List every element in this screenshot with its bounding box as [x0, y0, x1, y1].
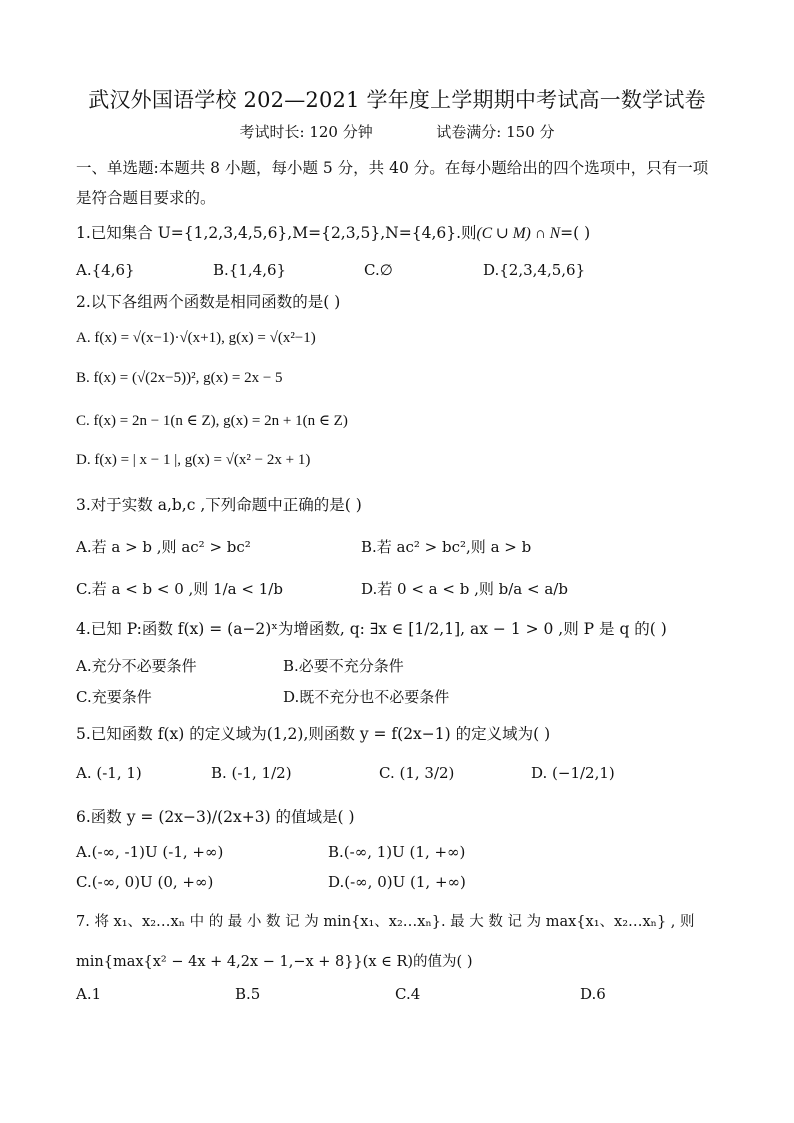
question-3-stem: 3.对于实数 a,b,c ,下列命题中正确的是( )	[76, 496, 362, 514]
section-intro-line1: 一、单选题:本题共 8 小题，每小题 5 分，共 40 分。在每小题给出的四个选项中，只有一项	[76, 159, 709, 177]
q6-option-d: D.(-∞, 0)U (1, +∞)	[328, 873, 466, 891]
q3-option-d: D.若 0 < a < b ,则 b/a < a/b	[361, 580, 568, 598]
q7-option-c: C.4	[395, 985, 421, 1003]
question-2-stem: 2.以下各组两个函数是相同函数的是( )	[76, 293, 341, 311]
question-7-stem-line1: 7. 将 x₁、x₂…xₙ 中 的 最 小 数 记 为 min{x₁、x₂…xₙ}. 最 大 数 记 为 max{x₁、x₂…xₙ} , 则	[76, 914, 695, 930]
question-1-math: (C ∪ M) ∩ N	[476, 225, 561, 242]
q7-option-a: A.1	[76, 985, 102, 1003]
q6-option-a: A.(-∞, -1)U (-1, +∞)	[76, 843, 224, 861]
q1-option-d: D.{2,3,4,5,6}	[483, 261, 586, 279]
q4-option-a: A.充分不必要条件	[76, 657, 197, 675]
q2-option-b: B. f(x) = (√(2x−5))², g(x) = 2x − 5	[76, 370, 283, 386]
q3-option-b: B.若 ac² > bc²,则 a > b	[361, 538, 532, 556]
question-4-stem: 4.已知 P:函数 f(x) = (a−2)ˣ为增函数, q: ∃x ∈ [1/2,1], ax − 1 > 0 ,则 P 是 q 的( )	[76, 620, 667, 638]
question-1-stem: 1.已知集合 U={1,2,3,4,5,6},M={2,3,5},N={4,6}.则(C ∪ M) ∩ N=( )	[76, 224, 591, 242]
exam-info	[0, 121, 794, 142]
q4-option-d: D.既不充分也不必要条件	[283, 688, 450, 706]
q7-option-d: D.6	[580, 985, 606, 1003]
q1-option-b: B.{1,4,6}	[213, 261, 287, 279]
q2-option-a: A. f(x) = √(x−1)·√(x+1), g(x) = √(x²−1)	[76, 330, 316, 346]
score-label: 试卷满分:	[436, 123, 502, 141]
q6-option-c: C.(-∞, 0)U (0, +∞)	[76, 873, 214, 891]
duration-label: 考试时长:	[239, 123, 305, 141]
q1-option-a: A.{4,6}	[76, 261, 135, 279]
q6-option-b: B.(-∞, 1)U (1, +∞)	[328, 843, 466, 861]
question-6-stem: 6.函数 y = (2x−3)/(2x+3) 的值域是( )	[76, 808, 355, 826]
q5-option-a: A. (-1, 1)	[76, 764, 142, 782]
q1-option-c: C.∅	[364, 261, 393, 279]
q7-option-b: B.5	[235, 985, 261, 1003]
exam-title: 武汉外国语学校 202—2021 学年度上学期期中考试高一数学试卷	[88, 88, 706, 112]
q2-option-d: D. f(x) = | x − 1 |, g(x) = √(x² − 2x + 1)	[76, 452, 311, 468]
score-value: 150 分	[506, 123, 555, 141]
q5-option-c: C. (1, 3/2)	[379, 764, 455, 782]
question-7-stem-line2: min{max{x² − 4x + 4,2x − 1,−x + 8}}(x ∈ R)的值为( )	[76, 954, 473, 970]
q5-option-d: D. (−1/2,1)	[531, 764, 615, 782]
q4-option-c: C.充要条件	[76, 688, 152, 706]
question-5-stem: 5.已知函数 f(x) 的定义域为(1,2),则函数 y = f(2x−1) 的定义域为( )	[76, 725, 551, 743]
q5-option-b: B. (-1, 1/2)	[211, 764, 292, 782]
q2-option-c: C. f(x) = 2n − 1(n ∈ Z), g(x) = 2n + 1(n ∈ Z)	[76, 413, 348, 429]
section-intro-line2: 是符合题目要求的。	[76, 189, 216, 207]
q3-option-c: C.若 a < b < 0 ,则 1/a < 1/b	[76, 580, 283, 598]
q4-option-b: B.必要不充分条件	[283, 657, 404, 675]
q3-option-a: A.若 a > b ,则 ac² > bc²	[76, 538, 251, 556]
duration-value: 120 分钟	[309, 123, 373, 141]
